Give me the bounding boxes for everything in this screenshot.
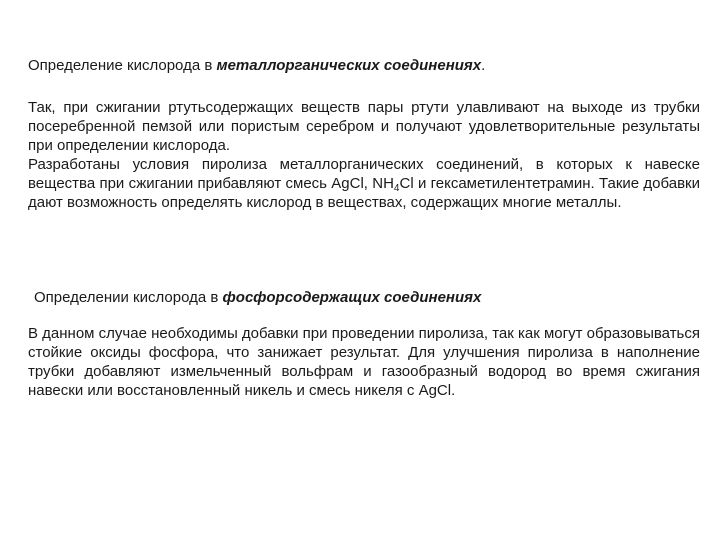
section2-heading [34, 288, 481, 307]
section2-heading-prefix: Определении кислорода в [34, 289, 223, 306]
section2-heading-emphasis: фосфорсодержащих соединениях [222, 289, 482, 306]
section1-heading [28, 56, 485, 75]
section1-heading-suffix: . [481, 57, 486, 74]
paragraph-additives-part2: Cl и гексаметилентетрамин. Такие добавки дают возможность определять кислород в веществах, содержащих многие металлы. [28, 175, 700, 211]
paragraph-mercury: Так, при сжигании ртутьсодержащих веществ пары ртути улавливают на выходе из трубки посеребренной пемзой или пористым серебром и получают удовлетворительные результаты при определении кислорода. [28, 99, 700, 154]
paragraph-phosphorus: В данном случае необходимы добавки при проведении пиролиза, так как могут образовываться стойкие оксиды фосфора, что занижает результат. Для улучшения пиролиза в наполнение трубки добавляют измельченный вольфрам и газообразный водород во время сжигания навески или восстановленный никель и смесь никеля с AgCl. [28, 325, 700, 399]
subscript-4: 4 [393, 183, 400, 194]
section1-heading-emphasis: металлорганических соединениях [216, 57, 482, 74]
paragraph-additives [28, 155, 700, 212]
section1-body [28, 98, 700, 212]
paragraph-additives-part1: Разработаны условия пиролиза металлорганических соединений, в которых к навеске вещества при сжигании прибавляют смесь AgCl, NH [28, 156, 700, 192]
section1-heading-prefix: Определение кислорода в [28, 57, 217, 74]
